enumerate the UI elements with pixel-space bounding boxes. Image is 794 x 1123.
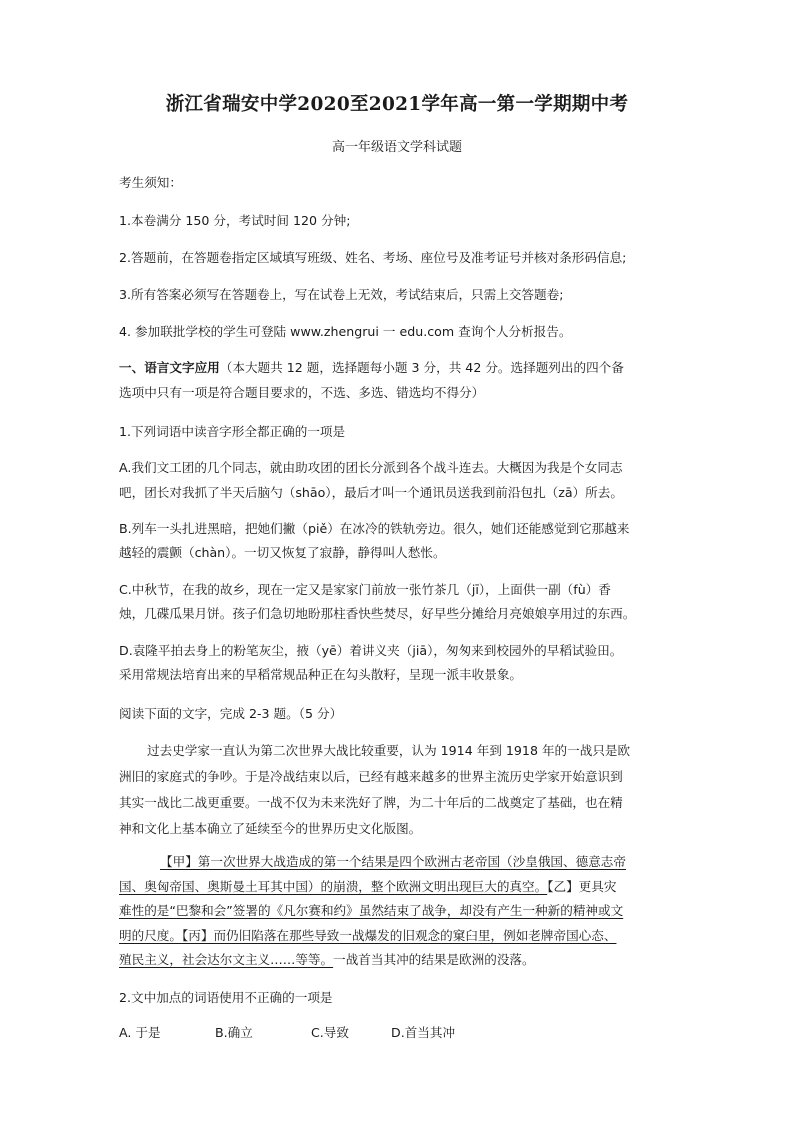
notice-item: 4. 参加联批学校的学生可登陆 www.zhengrui 一 edu.com 查询个人分析报告。 <box>119 324 572 339</box>
passage-sentence-bing-cont: 殖民主义，社会达尔文主义……等等。 <box>119 952 334 967</box>
passage-sentence-yi: 难性的是“巴黎和会”签署的《凡尔赛和约》虽然结束了战争，却没有产生一种新的精神或文 <box>119 903 624 918</box>
passage-line: 神和文化上基本确立了延续至今的世界历史文化版图。 <box>119 821 422 836</box>
question-1-stem: 1.下列词语中读音字形全都正确的一项是 <box>119 424 346 439</box>
q2-options <box>119 1022 455 1041</box>
q2-option-b: B.确立 <box>215 1025 253 1040</box>
section1-desc: （本大题共 12 题，选择题每小题 3 分，共 42 分。选择题列出的四个备 <box>219 360 624 375</box>
passage-line: 其实一战比二战更重要。一战不仅为未来洗好了牌，为二十年后的二战奠定了基础，也在精 <box>119 795 623 810</box>
exam-title: 浙江省瑞安中学2020至2021学年高一第一学期期中考 <box>165 94 629 115</box>
passage-line: 过去史学家一直认为第二次世界大战比较重要，认为 1914 年到 1918 年的一战只是欧 <box>147 743 631 758</box>
exam-subtitle: 高一年级语文学科试题 <box>331 140 462 155</box>
notice-item: 3.所有答案必须写在答题卷上，写在试卷上无效，考试结束后，只需上交答题卷; <box>119 287 564 302</box>
section1-heading: 一、语言文字应用 <box>119 360 220 375</box>
reading-intro: 阅读下面的文字，完成 2-3 题。（5 分） <box>119 706 343 721</box>
q1-option-a-line2: 吧，团长对我抓了半天后脑勺（shāo），最后才叫一个通讯员送我到前沿包扎（zā）所去。 <box>119 485 623 500</box>
q2-option-c: C.导致 <box>311 1025 349 1040</box>
passage-sentence-bing: 【丙】而仍旧陷落在那些导致一战爆发的旧观念的窠臼里，例如老牌帝国心态、 <box>181 928 617 943</box>
section1-desc-line2: 选项中只有一项是符合题目要求的，不选、多选、错选均不得分） <box>119 385 485 400</box>
passage-line <box>119 925 616 944</box>
q1-option-d-line2: 采用常规法培育出来的早稻常规品种正在勾头散籽，呈现一派丰收景象。 <box>119 667 522 682</box>
passage-line <box>119 949 535 968</box>
passage-sentence-yi-cont: 明的尺度。 <box>119 928 182 943</box>
q1-option-d-line1: D.袁隆平拍去身上的粉笔灰尘，掖（yē）着讲义夹（jiā），匆匆来到校园外的早稻试验田。 <box>119 643 623 658</box>
passage-sentence-jia-cont: 国、奥匈帝国、奥斯曼土耳其中国）的崩溃，整个欧洲文明出现巨大的真空。 <box>119 879 548 894</box>
question-2-stem: 2.文中加点的词语使用不正确的一项是 <box>119 990 333 1005</box>
notice-item: 2.答题前，在答题卷指定区域填写班级、姓名、考场、座位号及准考证号并核对条形码信息; <box>119 250 627 265</box>
notice-item: 1.本卷满分 150 分，考试时间 120 分钟; <box>119 213 351 228</box>
q1-option-a-line1: A.我们文工团的几个同志，就由助攻团的团长分派到各个战斗连去。大概因为我是个女同志 <box>119 460 623 475</box>
passage-sentence-jia: 【甲】第一次世界大战造成的第一个结果是四个欧洲古老帝国（沙皇俄国、德意志帝 <box>160 854 626 869</box>
q1-option-b-line2: 越轻的震颤（chàn）。一切又恢复了寂静，静得叫人愁怅。 <box>119 545 446 560</box>
passage-line: 洲旧的家庭式的争吵。于是冷战结束以后，已经有越来越多的世界主流历史学家开始意识到 <box>119 769 623 784</box>
q1-option-b-line1: B.列车一头扎进黑暗，把她们撇（piě）在冰冷的铁轨旁边。很久，她们还能感觉到它那越来 <box>119 521 630 536</box>
section1-header <box>119 357 624 376</box>
q1-option-c-line1: C.中秋节，在我的故乡，现在一定又是家家门前放一张竹茶几（jī），上面供一副（fù）香 <box>119 582 611 597</box>
passage-line <box>119 876 616 895</box>
q1-option-c-line2: 烛，几碟瓜果月饼。孩子们急切地盼那柱香快些焚尽，好早些分摊给月亮娘娘享用过的东西。 <box>119 606 636 621</box>
passage-sentence-yi-marker: 【乙】更具灾 <box>547 879 617 894</box>
passage-conclusion: 一战首当其冲的结果是欧洲的没落。 <box>333 952 535 967</box>
q2-option-a: A. 于是 <box>119 1025 161 1040</box>
q2-option-d: D.首当其冲 <box>391 1025 456 1040</box>
notice-heading: 考生须知： <box>119 175 182 190</box>
